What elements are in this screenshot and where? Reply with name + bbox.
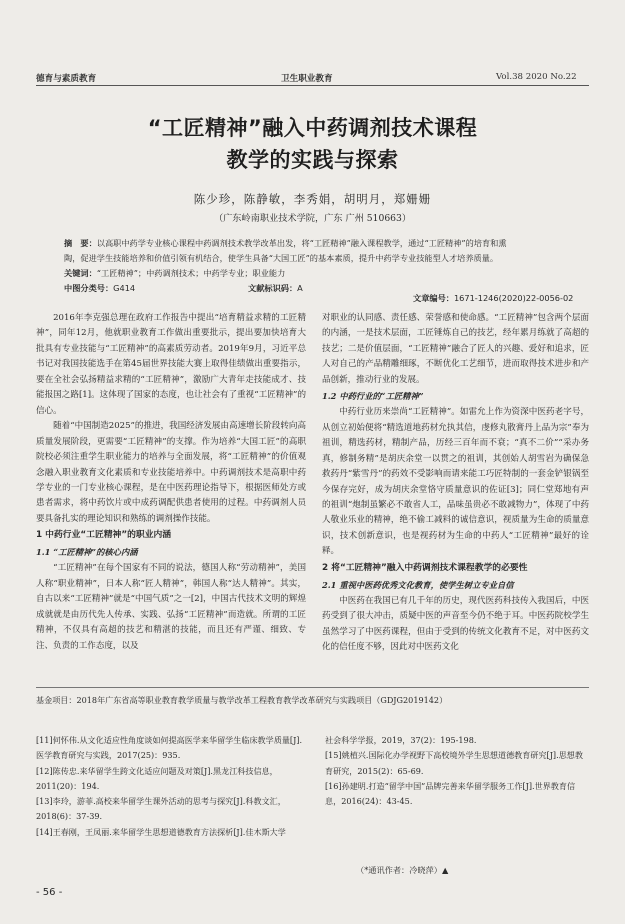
clc-value: G414 [113, 283, 136, 293]
doc-code-value: A [297, 283, 303, 293]
abstract [64, 236, 569, 281]
clc-number [64, 283, 135, 294]
article-number [413, 293, 573, 304]
reference-item: [11]何怀伟.从文化适应性角度谈如何提高医学来华留学生临床教学质量[J].医学教育研究与实践，2017(25)：935. [36, 735, 303, 761]
clc-label: 中图分类号： [64, 283, 114, 293]
running-header-journal: 卫生职业教育 [281, 74, 333, 84]
abstract-line1: 以高职中药学专业核心课程中药调剂技术教学改革出发，将“工匠精神”融入课程教学，通过“工匠精神”的培育和熏 [96, 238, 507, 248]
reference-item: [12]陈传忠.来华留学生跨文化适应问题及对策[J].黑龙江科技信息，2011(20)：194. [36, 765, 278, 791]
article-no-value: 1671-1246(2020)22-0056-02 [453, 293, 574, 303]
article-no-label: 文章编号： [413, 293, 454, 303]
reference-item: [13]李玲，游菲.高校来华留学生课外活动的思考与探究[J].科教文汇，2018(6)：37-39. [36, 796, 286, 822]
paragraph: 对职业的认同感、责任感、荣誉感和使命感。“工匠精神”包含两个层面的内涵，一是技术层面，工匠锤炼自己的技艺，经年累月练就了高超的技艺；二是价值层面，“工匠精神”融合了匠人的兴趣、爱好和追求，匠人对自己的产品精雕细琢，不断优化工艺细节，进而取得技术进步和产品创新，推动行业的发展。 [322, 313, 589, 385]
affiliation: （广东岭南职业技术学院，广东 广州 510663） [213, 213, 412, 224]
paragraph: 随着“中国制造2025”的推进，我国经济发展由高速增长阶段转向高质量发展阶段，更需要“工匠精神”的支撑。作为培养“大国工匠”的高职院校必须注重学生职业能力的培养与全面发展，将“工匠精神”的价值观念融入职业教育文化素质和专业技能培养中。中药调剂技术是高职中药学专业的一门专业核心课程，是在中医药理论指导下，根据医师处方或患者需求，将中药饮片或中成药调配供患者使用的过程。中药调剂人员要具备扎实的理论知识和熟练的调剂操作技能。 [36, 421, 306, 524]
running-header-section: 德育与素质教育 [36, 74, 97, 84]
abstract-line2: 陶，促进学生技能培养和价值引领有机结合，使学生具备“大国工匠”的基本素质，提升中药学专业技能型人才培养质量。 [64, 253, 499, 263]
section-heading: 2 将“工匠精神”融入中药调剂技术课程教学的必要性 [322, 562, 528, 573]
keywords: “工匠精神”；中药调剂技术；中药学专业；职业能力 [96, 268, 286, 278]
reference-item: [16]孙建明.打造“留学中国”品牌完善来华留学服务工作[J].世界教育信息，2016(24)：43-45. [325, 780, 576, 807]
running-header-volume: Vol.38 2020 No.22 [496, 72, 577, 82]
abstract-label: 摘 要： [64, 238, 97, 248]
paragraph: 2016年李克强总理在政府工作报告中提出“培育精益求精的工匠精神”，同年12月，他就职业教育工作做出重要批示，提出要加快培育大批具有专业技能与“工匠精神”的高素质劳动者。2019年9月，习近平总书记对我国技能选手在第45届世界技能大赛上取得佳绩做出重要指示，要在全社会弘扬精益求精的“工匠精神”，激励广大青年走技能成才、技能报国之路[1]。这体现了国家的态度，也让社会有了重视“工匠精神”的信心。 [36, 313, 306, 416]
article-title-line1: “工匠精神”融入中药调剂技术课程 [147, 116, 478, 140]
references-right [325, 733, 589, 809]
article-title-line2: 教学的实践与探索 [226, 148, 399, 172]
authors: 陈少珍，陈静敏，李秀娟，胡明月，郑姗姗 [193, 192, 432, 206]
right-column [322, 311, 589, 656]
page-number: - 56 - [36, 887, 63, 898]
reference-item: [15]姚植兴.国际化办学视野下高校境外学生思想道德教育研究[J].思想教育研究，2015(2)：65-69. [325, 750, 583, 776]
fund-note: 基金项目：2018年广东省高等职业教育教学质量与教学改革工程教育教学改革研究与实践项目（GDJG2019142） [36, 695, 448, 705]
doc-code-label: 文献标识码： [248, 283, 298, 293]
corresponding-author-note: （*通讯作者：冷晓萍）▲ [356, 865, 449, 875]
header-rule [36, 85, 589, 86]
document-code [248, 283, 303, 294]
keywords-label: 关键词： [64, 268, 97, 278]
paragraph: 中药行业历来崇尚“工匠精神”。如雷允上作为资深中医药老字号，从创立初始便将“精选道地药材允执其信，虔修丸散膏丹上品为宗”奉为祖训，精选药材，精制产品，历经三百年而不衰；“真不二价”“采办务真，修制务精”是胡庆余堂一以贯之的祖训，其创始人胡雪岩为确保急救药丹“紫雪丹”的药效不受影响而请来能工巧匠特制的一套金铲银锅至今保存完好，成为胡庆余堂恪守质量意识的佐证[3]；同仁堂郑地有声的祖训“炮制虽繁必不敢省人工，品味虽贵必不敢减物力”，体现了中药人敬业乐业的精神，绝不偷工减料的诚信意识，视质量为生命的质量意识，技术创新意识，也是视药材为生命的中药人“工匠精神”最好的诠释。 [322, 407, 589, 557]
section-heading: 1 中药行业“工匠精神”的职业内涵 [36, 530, 172, 541]
paragraph: “工匠精神”在每个国家有不同的说法，德国人称“劳动精神”，美国人称“职业精神”，日本人称“匠人精神”，韩国人称“达人精神”。其实，自古以来“工匠精神”就是“中国气质”之一[2]，中国古代技术文明的辉煌成就就是由历代先人传承、实践、弘扬“工匠精神”而造就。所谓的工匠精神，不仅具有高超的技艺和精湛的技能，而且还有严谨、细致、专注、负责的工作态度，以及 [36, 563, 306, 651]
subsection-heading: 1.2 中药行业的“工匠精神” [322, 391, 424, 402]
reference-item: [14]王春刚，王凤丽.来华留学生思想道德教育方法探析[J].佳木斯大学 [36, 826, 286, 837]
subsection-heading: 1.1 “工匠精神”的核心内涵 [36, 547, 138, 558]
left-column [36, 311, 306, 654]
references-left [36, 733, 308, 840]
reference-item: 社会科学学报，2019，37(2)：195-198. [325, 735, 477, 745]
footnote-rule [36, 687, 589, 688]
paragraph: 中医药在我国已有几千年的历史，现代医药科技传入我国后，中医药受到了很大冲击，质疑中医的声音至今仍不绝于耳。中医药院校学生虽然学习了中医药课程，但由于受到的传统文化教育不足，对中医药文化的信任度不够，因此对中医药文化 [322, 595, 589, 653]
subsection-heading: 2.1 重视中医药优秀文化教育，使学生树立专业自信 [322, 579, 514, 590]
